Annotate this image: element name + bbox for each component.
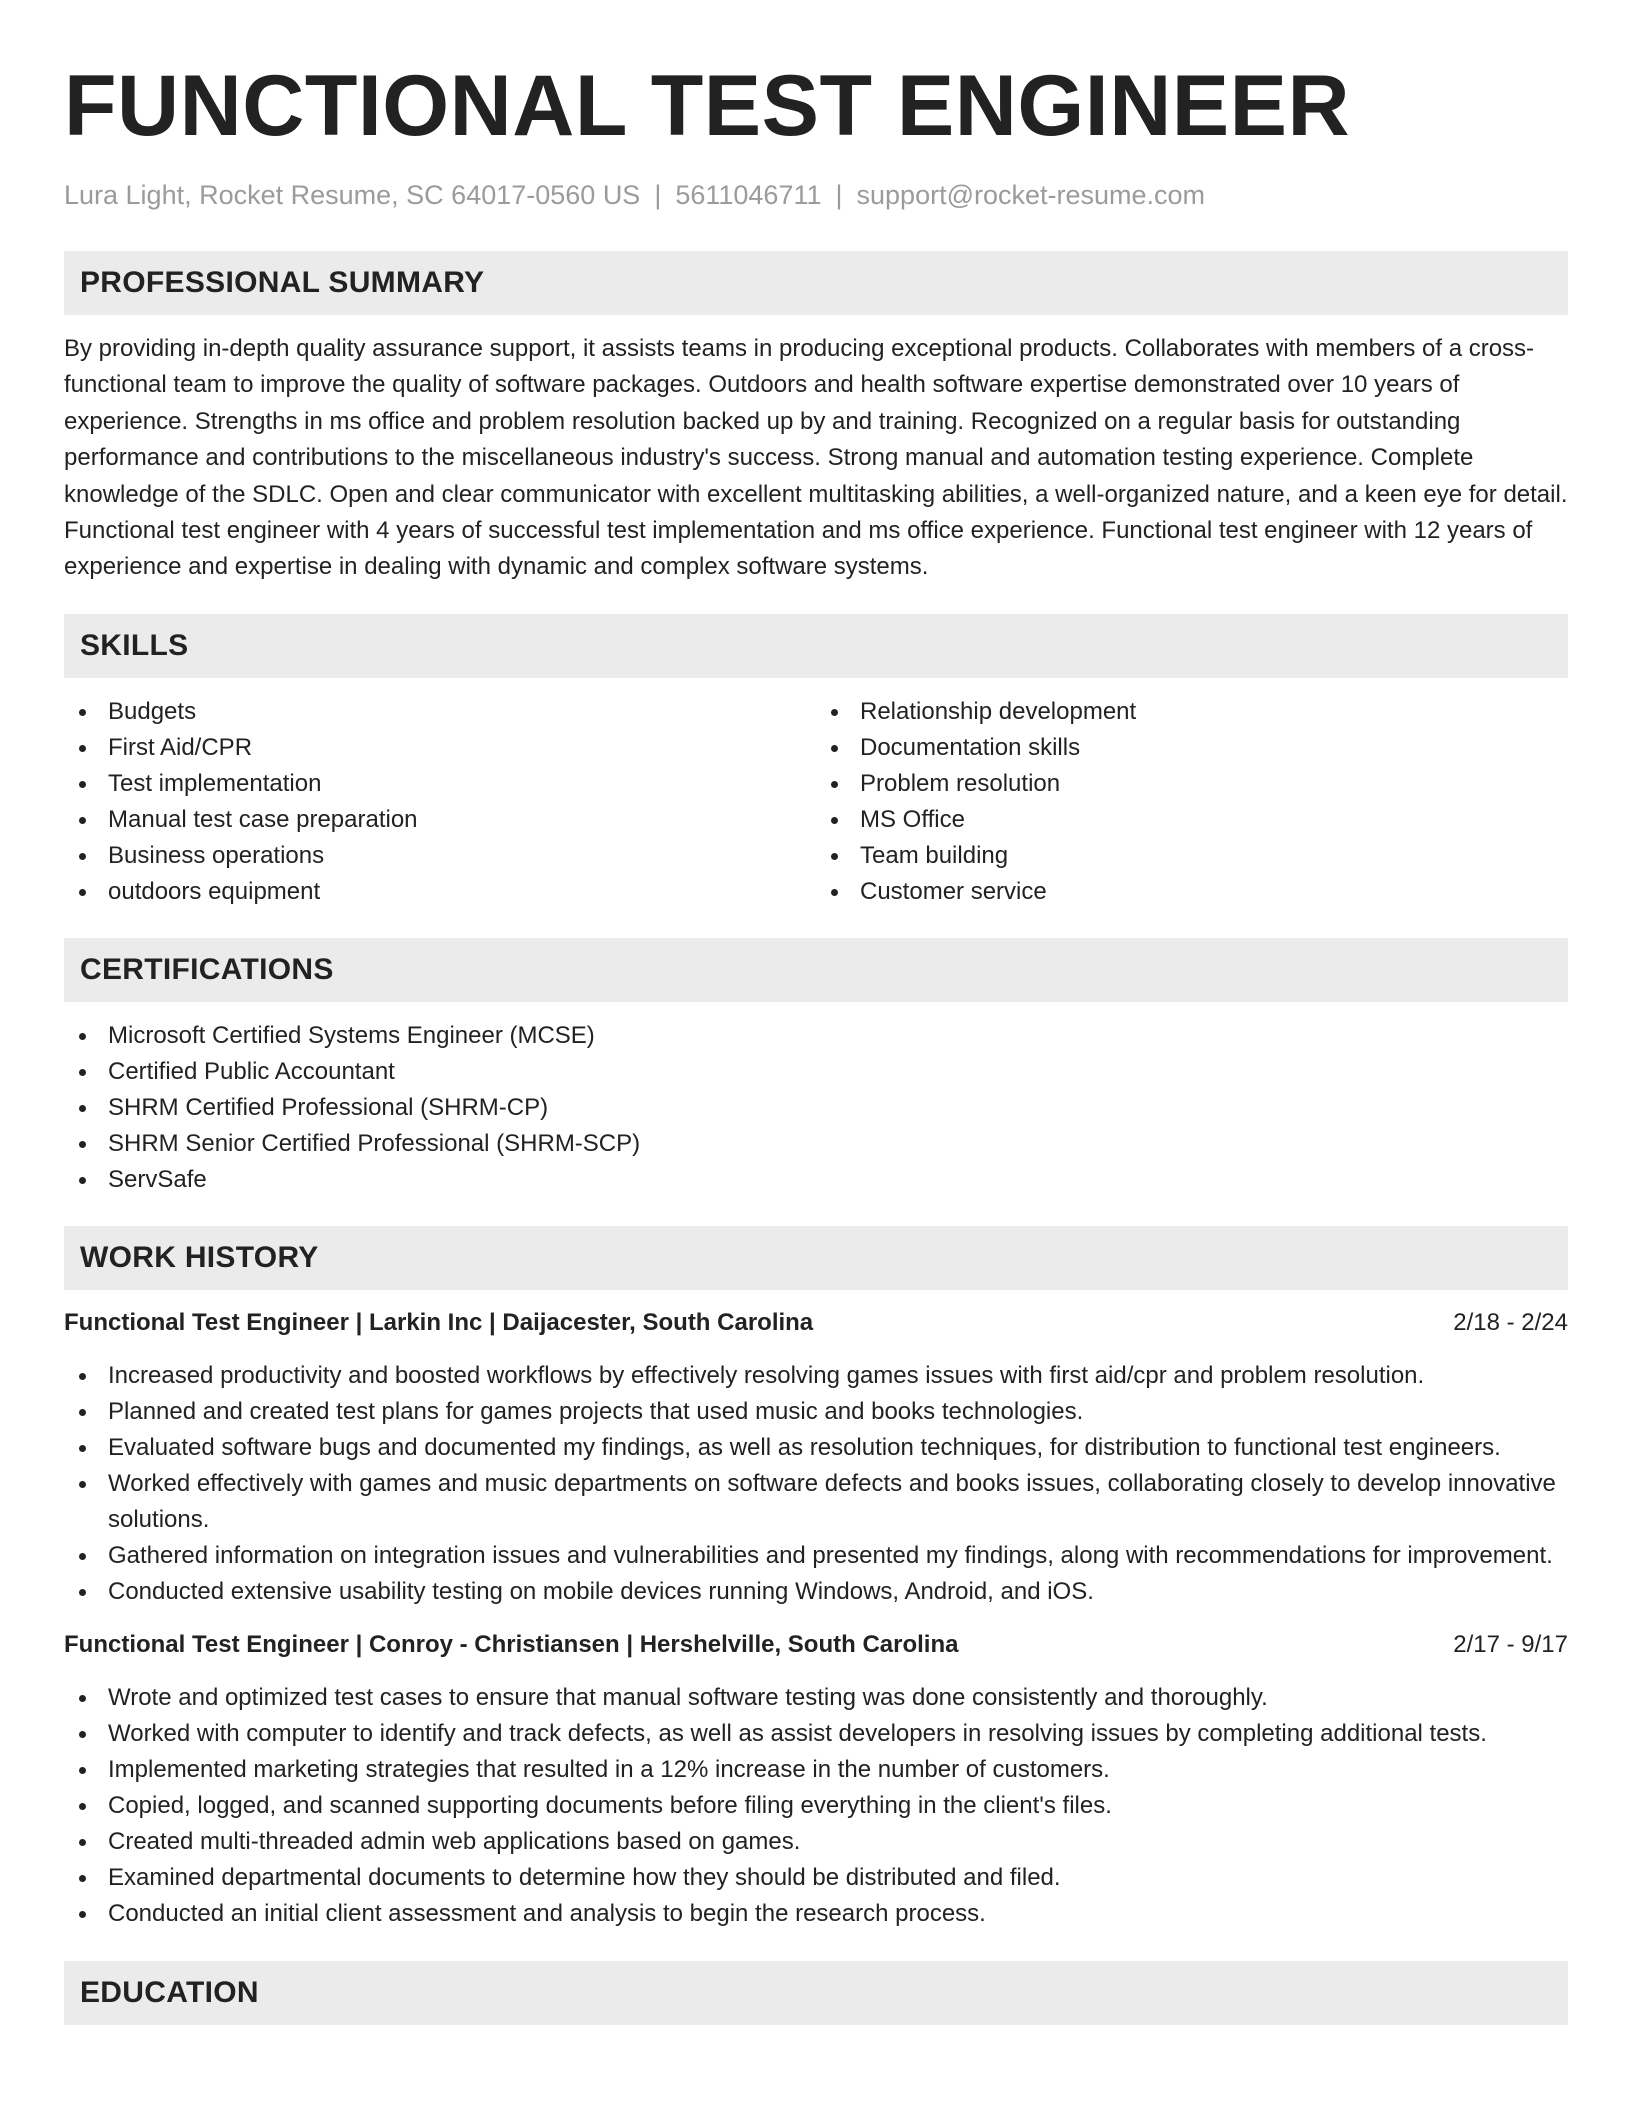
bullet-icon: [79, 1033, 86, 1040]
contact-separator: |: [835, 180, 843, 210]
job-bullet: Planned and created test plans for games projects that used music and books technologies.: [64, 1394, 1568, 1430]
certification-item: SHRM Senior Certified Professional (SHRM-SCP): [64, 1126, 1568, 1162]
skill-item: Test implementation: [64, 766, 816, 802]
bullet-icon: [79, 1069, 86, 1076]
job-bullet: Conducted extensive usability testing on mobile devices running Windows, Android, and iOS.: [64, 1574, 1568, 1610]
contact-separator: |: [654, 180, 662, 210]
certifications-list: [64, 1018, 1568, 1198]
bullet-icon: [79, 817, 86, 824]
bullet-icon: [79, 1105, 86, 1112]
job-title: Functional Test Engineer | Larkin Inc | Daijacester, South Carolina: [64, 1308, 814, 1336]
skill-item: Problem resolution: [816, 766, 1568, 802]
skill-item: Documentation skills: [816, 730, 1568, 766]
bullet-icon: [79, 1803, 86, 1810]
job-bullet: Examined departmental documents to determine how they should be distributed and filed.: [64, 1860, 1568, 1896]
bullet-icon: [831, 817, 838, 824]
skill-item: Business operations: [64, 838, 816, 874]
job-title: Functional Test Engineer | Conroy - Christiansen | Hershelville, South Carolina: [64, 1630, 959, 1658]
section-header-summary: PROFESSIONAL SUMMARY: [64, 251, 1568, 315]
bullet-icon: [79, 1767, 86, 1774]
skill-item: outdoors equipment: [64, 874, 816, 910]
certification-item: ServSafe: [64, 1162, 1568, 1198]
bullet-icon: [79, 853, 86, 860]
bullet-icon: [831, 853, 838, 860]
job-bullet: Increased productivity and boosted workflows by effectively resolving games issues with first aid/cpr and problem resolution.: [64, 1358, 1568, 1394]
certification-item: Microsoft Certified Systems Engineer (MCSE): [64, 1018, 1568, 1054]
job-bullet: Worked with computer to identify and track defects, as well as assist developers in resolving issues by completing additional tests.: [64, 1716, 1568, 1752]
job-bullet: Created multi-threaded admin web applications based on games.: [64, 1824, 1568, 1860]
section-header-education: EDUCATION: [64, 1961, 1568, 2025]
skills-column-left: [64, 694, 816, 910]
skills-column-right: [816, 694, 1568, 910]
bullet-icon: [79, 1911, 86, 1918]
bullet-icon: [831, 781, 838, 788]
certification-item: Certified Public Accountant: [64, 1054, 1568, 1090]
bullet-icon: [79, 889, 86, 896]
job-bullet: Worked effectively with games and music departments on software defects and books issues, collaborating closely to develop innovative solutions.: [64, 1466, 1568, 1538]
resume-title: FUNCTIONAL TEST ENGINEER: [64, 58, 1351, 154]
job-bullet: Conducted an initial client assessment and analysis to begin the research process.: [64, 1896, 1568, 1932]
bullet-icon: [79, 781, 86, 788]
job-header: [64, 1306, 1568, 1340]
skills-list-left: [64, 694, 816, 910]
skill-item: MS Office: [816, 802, 1568, 838]
contact-phone: 5611046711: [675, 180, 822, 210]
job-dates: 2/17 - 9/17: [1453, 1630, 1568, 1658]
job-bullet: Copied, logged, and scanned supporting documents before filing everything in the client's files.: [64, 1788, 1568, 1824]
bullet-icon: [79, 1177, 86, 1184]
bullet-icon: [79, 1553, 86, 1560]
skill-item: Customer service: [816, 874, 1568, 910]
bullet-icon: [79, 1373, 86, 1380]
bullet-icon: [79, 1481, 86, 1488]
bullet-icon: [79, 1409, 86, 1416]
skills-list-right: [816, 694, 1568, 910]
job-bullet: Wrote and optimized test cases to ensure that manual software testing was done consistently and thoroughly.: [64, 1680, 1568, 1716]
skill-item: Manual test case preparation: [64, 802, 816, 838]
bullet-icon: [79, 745, 86, 752]
certification-item: SHRM Certified Professional (SHRM-CP): [64, 1090, 1568, 1126]
section-header-certifications: CERTIFICATIONS: [64, 938, 1568, 1002]
bullet-icon: [79, 1589, 86, 1596]
contact-email: support@rocket-resume.com: [856, 180, 1206, 210]
job-dates: 2/18 - 2/24: [1453, 1308, 1568, 1336]
skill-item: Team building: [816, 838, 1568, 874]
skill-item: Relationship development: [816, 694, 1568, 730]
summary-text: By providing in-depth quality assurance support, it assists teams in producing exceptional products. Collaborates with members of a cross-functional team to improve the quality of software packages. Outdoors and health software expertise demonstrated over 10 years of experience. Strengths in ms office and problem resolution backed up by and training. Recognized on a regular basis for outstanding performance and contributions to the miscellaneous industry's success. Strong manual and automation testing experience. Complete knowledge of the SDLC. Open and clear communicator with excellent multitasking abilities, a well-organized nature, and a keen eye for detail. Functional test engineer with 4 years of successful test implementation and ms office experience. Functional test engineer with 12 years of experience and expertise in dealing with dynamic and complex software systems.: [64, 335, 1568, 581]
section-header-work-history: WORK HISTORY: [64, 1226, 1568, 1290]
job-bullet: Implemented marketing strategies that resulted in a 12% increase in the number of customers.: [64, 1752, 1568, 1788]
job-header: [64, 1628, 1568, 1662]
job-bullets: [64, 1358, 1568, 1610]
contact-address: Lura Light, Rocket Resume, SC 64017-0560 US: [64, 180, 641, 210]
job-bullet: Gathered information on integration issues and vulnerabilities and presented my findings, along with recommendations for improvement.: [64, 1538, 1568, 1574]
bullet-icon: [831, 889, 838, 896]
bullet-icon: [79, 709, 86, 716]
bullet-icon: [831, 709, 838, 716]
bullet-icon: [79, 1731, 86, 1738]
job-bullet: Evaluated software bugs and documented my findings, as well as resolution techniques, for distribution to functional test engineers.: [64, 1430, 1568, 1466]
contact-line: [64, 178, 1568, 212]
section-header-skills: SKILLS: [64, 614, 1568, 678]
bullet-icon: [79, 1695, 86, 1702]
job-bullets: [64, 1680, 1568, 1932]
bullet-icon: [79, 1445, 86, 1452]
skill-item: First Aid/CPR: [64, 730, 816, 766]
skills-grid: [64, 694, 1568, 910]
bullet-icon: [79, 1875, 86, 1882]
bullet-icon: [79, 1839, 86, 1846]
bullet-icon: [831, 745, 838, 752]
skill-item: Budgets: [64, 694, 816, 730]
bullet-icon: [79, 1141, 86, 1148]
